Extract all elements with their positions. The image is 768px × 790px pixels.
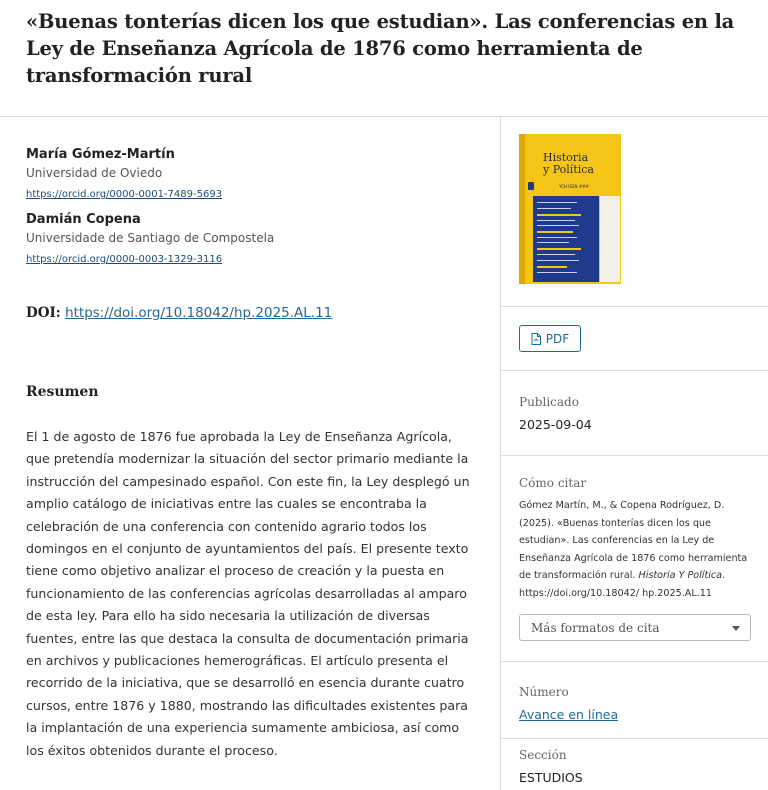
published-date: 2025-09-04	[519, 417, 592, 432]
pdf-button-label: PDF	[545, 331, 570, 346]
journal-cover-image[interactable]	[519, 134, 621, 284]
sidebar-divider	[501, 661, 768, 662]
section-value: ESTUDIOS	[519, 770, 583, 785]
article-header	[0, 0, 768, 117]
sidebar-divider	[501, 738, 768, 739]
cover-title-line: y Política	[543, 163, 594, 176]
cover-line	[537, 202, 577, 203]
cover-line	[537, 225, 579, 226]
author-affiliation: Universidade de Santiago de Compostela	[26, 231, 275, 245]
issue-link[interactable]: Avance en línea	[519, 707, 619, 722]
cover-badge-icon	[528, 182, 534, 190]
section-label: Sección	[519, 748, 567, 762]
author-name: Damián Copena	[26, 212, 141, 227]
author-affiliation: Universidad de Oviedo	[26, 166, 163, 180]
cover-title	[543, 152, 594, 176]
cover-title-line: Historia	[543, 151, 589, 164]
pdf-file-icon	[531, 333, 541, 345]
cover-line	[537, 248, 581, 250]
doi-line	[26, 303, 332, 323]
cover-line	[537, 214, 581, 216]
published-label: Publicado	[519, 395, 579, 409]
citation-label: Cómo citar	[519, 476, 587, 490]
cover-line	[537, 266, 567, 268]
abstract-text: El 1 de agosto de 1876 fue aprobada la Ley de Enseñanza Agrícola, que pretendía modernizar la situación del sector primario mediante la instrucción del campesinado español. Con este fin, la Ley desplegó un amplio catálogo de iniciativas entre las cuales se encontraba la celebración de una conferencia con contenido agrario todos los domingos en el conjunto de ayuntamientos del país. El presente texto tiene como objetivo analizar el proceso de creación y la puesta en funcionamiento de las conferencias agrícolas desarrolladas al amparo de esta ley. Para ello ha sido necesaria la utilización de diversas fuentes, entre las que destaca la consulta de documentación primaria en archivos y publicaciones hemerográficas. El artículo presenta el recorrido de la iniciativa, que se desarrolló en esencia durante cuatro cursos, entre 1876 y 1880, mostrando las dificultades existentes para la implantación de una experiencia sumamente ambiciosa, así como los éxitos obtenidos durante el proceso.	[26, 429, 470, 758]
cover-line	[537, 260, 579, 261]
chevron-down-icon	[732, 626, 740, 631]
citation-text	[519, 497, 751, 603]
author-orcid-link[interactable]: https://orcid.org/0000-0001-7489-5693	[26, 189, 223, 200]
citation-text-part: . https://doi.org/10.18042/ hp.2025.AL.11	[519, 570, 726, 599]
citation-text-part: Gómez Martín, M., & Copena Rodríguez, D. (2025). «Buenas tonterías dicen los que estudian». Las conferencias en la Ley de Enseñanza Agrícola de 1876 como herramienta de transformación rural.	[519, 500, 748, 582]
citation-formats-label: Más formatos de cita	[531, 620, 660, 635]
cover-line	[537, 242, 569, 243]
authors-list	[26, 146, 486, 276]
pdf-download-button[interactable]	[519, 325, 581, 352]
column-divider	[500, 117, 501, 790]
cover-line	[537, 237, 577, 238]
article-title: «Buenas tonterías dicen los que estudian». Las conferencias en la Ley de Enseñanza Agrícola de 1876 como herramienta de transformación rural	[26, 10, 735, 87]
author-orcid-link[interactable]: https://orcid.org/0000-0003-1329-3116	[26, 254, 223, 265]
citation-journal: Historia Y Política	[638, 570, 723, 582]
cover-line	[537, 231, 573, 233]
doi-link[interactable]: https://doi.org/10.18042/hp.2025.AL.11	[65, 305, 333, 321]
sidebar-divider	[501, 455, 768, 456]
cover-meta: YCH ISSN ###	[559, 184, 589, 189]
author-entry	[26, 146, 486, 203]
abstract-heading: Resumen	[26, 384, 99, 400]
cover-line	[537, 272, 577, 273]
author-name: María Gómez-Martín	[26, 147, 175, 162]
doi-label: DOI:	[26, 305, 61, 321]
cover-line	[537, 254, 575, 255]
issue-label: Número	[519, 685, 569, 699]
sidebar-divider	[501, 306, 768, 307]
cover-line	[537, 220, 575, 221]
cover-white-panel	[600, 196, 620, 282]
sidebar-divider	[501, 370, 768, 371]
citation-formats-dropdown[interactable]	[519, 614, 751, 641]
cover-spine	[519, 134, 525, 284]
cover-line	[537, 208, 571, 209]
author-entry	[26, 211, 486, 268]
